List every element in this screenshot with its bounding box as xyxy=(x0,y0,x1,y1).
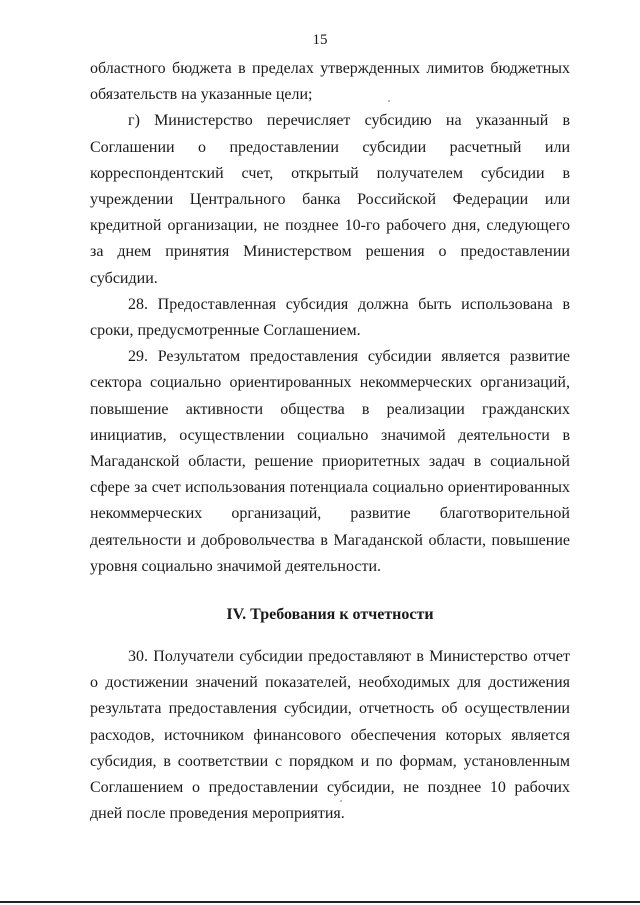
spacer xyxy=(90,628,570,644)
page-bottom-edge xyxy=(0,901,640,903)
paragraph-item-30: 30. Получатели субсидии предоставляют в Министерство отчет о достижении значений показателей, необходимых для достижения результата предоставления субсидии, отчетность об осуществлении расходов, источником финансового обеспечения которых является субсидия, в соответствии с порядком и по формам, установленным Соглашением о предоставлении субсидии, не позднее 10 рабочих дней после проведения мероприятия. xyxy=(90,648,570,823)
document-body xyxy=(90,56,570,827)
paragraph-item-28: 28. Предоставленная субсидия должна быть использована в сроки, предусмотренные Соглашением. xyxy=(90,295,570,340)
paragraph-item-29: 29. Результатом предоставления субсидии является развитие сектора социально ориентированных некоммерческих организаций, повышение активности общества в реализации гражданских инициатив, осуществлении социально значимой деятельности в Магаданской области, решение приоритетных задач в социальной сфере за счет использования потенциала социально ориентированных некоммерческих организаций, развитие благотворительной деятельности и добровольчества в Магаданской области, повышение уровня социально значимой деятельности. xyxy=(90,348,570,575)
section-heading: IV. Требования к отчетности xyxy=(226,606,434,624)
paragraph-item-g: г) Министерство перечисляет субсидию на указанный в Соглашении о предоставлении субсидии расчетный или корреспондентский счет, открытый получателем субсидии в учреждении Центрального банка Российской Федерации или кредитной организации, не позднее 10-го рабочего дня, следующего за днем принятия Министерством решения о предоставлении субсидии. xyxy=(90,112,570,287)
spacer xyxy=(90,580,570,602)
page-number: 15 xyxy=(312,32,328,48)
scan-speck xyxy=(340,800,342,802)
scan-speck xyxy=(388,100,390,102)
paragraph-continuation: областного бюджета в пределах утвержденных лимитов бюджетных обязательств на указанные цели; xyxy=(90,60,570,104)
